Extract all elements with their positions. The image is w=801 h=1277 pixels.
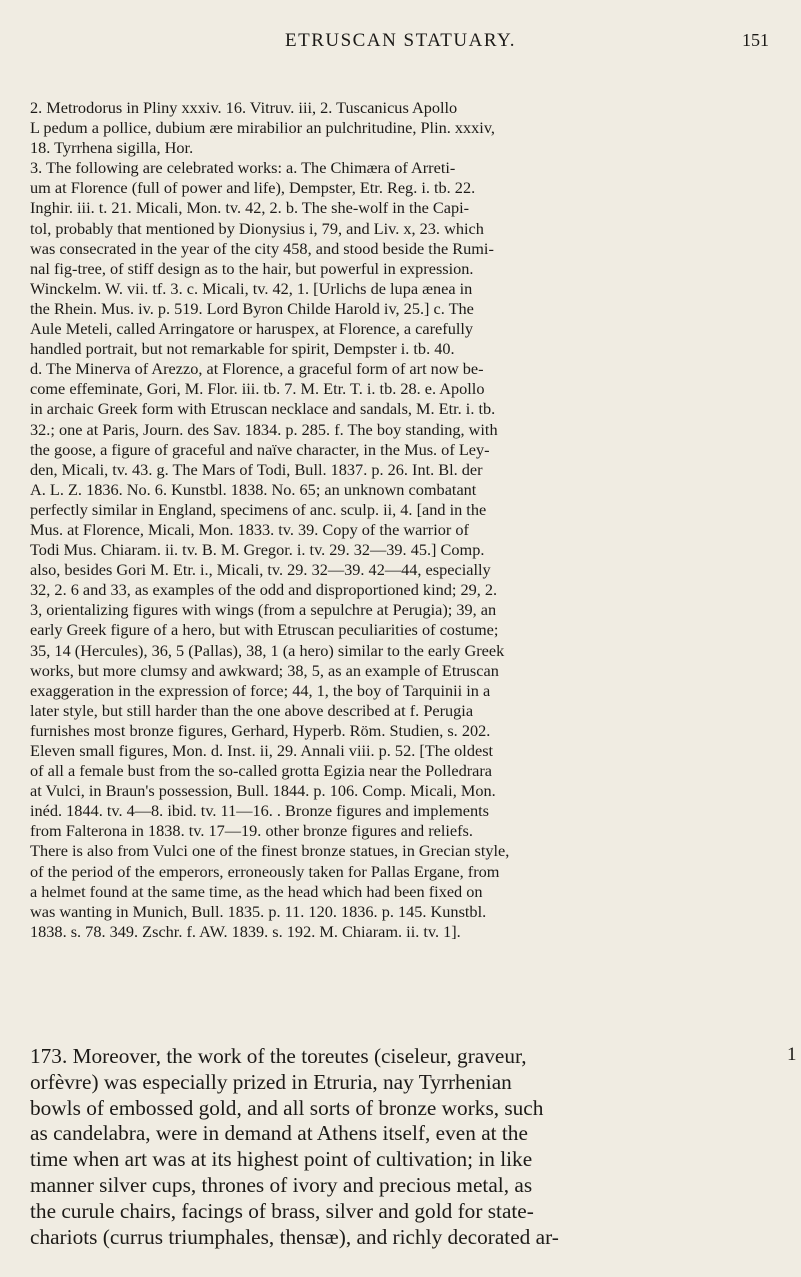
note-line <box>30 942 774 962</box>
note-line: den, Micali, tv. 43. g. The Mars of Todi, Bull. 1837. p. 26. Int. Bl. der <box>30 459 483 479</box>
note-line: Mus. at Florence, Micali, Mon. 1833. tv. 39. Copy of the warrior of <box>30 519 469 539</box>
note-line: 1838. s. 78. 349. Zschr. f. AW. 1839. s. 192. M. Chiaram. ii. tv. 1]. <box>30 921 461 941</box>
body-line: 173. Moreover, the work of the toreutes (ciseleur, graveur, <box>30 1044 527 1068</box>
note-line: There is also from Vulci one of the finest bronze statues, in Grecian style, <box>30 841 510 861</box>
note-line: later style, but still harder than the one above described at f. Perugia <box>30 700 474 720</box>
note-line: nal fig-tree, of stiff design as to the hair, but powerful in expression. <box>30 258 474 278</box>
note-line: Inghir. iii. t. 21. Micali, Mon. tv. 42, 2. b. The she-wolf in the Capi- <box>30 198 470 218</box>
note-line: also, besides Gori M. Etr. i., Micali, tv. 29. 32—39. 42—44, especially <box>30 560 491 580</box>
body-line: orfèvre) was especially prized in Etruria, nay Tyrrhenian <box>30 1069 512 1094</box>
body-line: the curule chairs, facings of brass, silver and gold for state- <box>30 1198 534 1223</box>
note-line: 18. Tyrrhena sigilla, Hor. <box>30 138 194 158</box>
note-line: 2. Metrodorus in Pliny xxxiv. 16. Vitruv. iii, 2. Tuscanicus Apollo <box>30 98 458 117</box>
note-line: in archaic Greek form with Etruscan necklace and sandals, M. Etr. i. tb. <box>30 399 496 419</box>
body-line: manner silver cups, thrones of ivory and precious metal, as <box>30 1172 533 1197</box>
section-173-paragraph <box>30 1044 792 1250</box>
note-line: was wanting in Munich, Bull. 1835. p. 11. 120. 1836. p. 145. Kunstbl. <box>30 901 487 921</box>
running-title: ETRUSCAN STATUARY. <box>285 30 516 51</box>
margin-footnote-marker: 1 <box>787 1044 797 1065</box>
page-number: 151 <box>742 30 769 50</box>
note-line: tol, probably that mentioned by Dionysius i, 79, and Liv. x, 23. which <box>30 218 484 238</box>
note-line: 35, 14 (Hercules), 36, 5 (Pallas), 38, 1 (a hero) similar to the early Greek <box>30 640 505 660</box>
body-line: time when art was at its highest point of cultivation; in like <box>30 1147 533 1172</box>
note-line: come effeminate, Gori, M. Flor. iii. tb. 7. M. Etr. T. i. tb. 28. e. Apollo <box>30 379 485 399</box>
note-line: from Falterona in 1838. tv. 17—19. other bronze figures and reliefs. <box>30 821 473 841</box>
note-line: was consecrated in the year of the city 458, and stood beside the Rumi- <box>30 238 494 258</box>
note-line: Winckelm. W. vii. tf. 3. c. Micali, tv. 42, 1. [Urlichs de lupa ænea in <box>30 278 473 298</box>
note-line: at Vulci, in Braun's possession, Bull. 1844. p. 106. Comp. Micali, Mon. <box>30 781 496 801</box>
note-line: a helmet found at the same time, as the head which had been fixed on <box>30 881 483 901</box>
note-line: handled portrait, but not remarkable for spirit, Dempster i. tb. 40. <box>30 339 455 359</box>
note-line: early Greek figure of a hero, but with Etruscan peculiarities of costume; <box>30 620 499 640</box>
note-line: of the period of the emperors, erroneously taken for Pallas Ergane, from <box>30 861 500 881</box>
note-line: works, but more clumsy and awkward; 38, 5, as an example of Etruscan <box>30 660 499 680</box>
note-line: Eleven small figures, Mon. d. Inst. ii, 29. Annali viii. p. 52. [The oldest <box>30 741 494 760</box>
note-line: L pedum a pollice, dubium ære mirabilior an pulchritudine, Plin. xxxiv, <box>30 118 495 138</box>
note-line: Todi Mus. Chiaram. ii. tv. B. M. Gregor. i. tv. 29. 32—39. 45.] Comp. <box>30 540 485 560</box>
note-line: exaggeration in the expression of force; 44, 1, the boy of Tarquinii in a <box>30 680 491 700</box>
note-line: the goose, a figure of graceful and naïve character, in the Mus. of Ley- <box>30 439 490 459</box>
body-line: chariots (currus triumphales, thensæ), and richly decorated ar- <box>30 1224 559 1249</box>
note-line: furnishes most bronze figures, Gerhard, Hyperb. Röm. Studien, s. 202. <box>30 720 491 740</box>
note-line: A. L. Z. 1836. No. 6. Kunstbl. 1838. No. 65; an unknown combatant <box>30 479 477 499</box>
note-line: inéd. 1844. tv. 4—8. ibid. tv. 11—16. . Bronze figures and implements <box>30 801 489 821</box>
note-line: 3, orientalizing figures with wings (from a sepulchre at Perugia); 39, an <box>30 600 497 620</box>
footnotes-block <box>30 98 774 962</box>
note-line: um at Florence (full of power and life), Dempster, Etr. Reg. i. tb. 22. <box>30 178 476 198</box>
body-line: as candelabra, were in demand at Athens itself, even at the <box>30 1121 528 1146</box>
note-line: of all a female bust from the so-called grotta Egizia near the Polledrara <box>30 761 493 781</box>
note-line: 3. The following are celebrated works: a. The Chimæra of Arreti- <box>30 158 456 178</box>
note-line: 32, 2. 6 and 33, as examples of the odd and disproportioned kind; 29, 2. <box>30 580 498 600</box>
note-line: the Rhein. Mus. iv. p. 519. Lord Byron Childe Harold iv, 25.] c. The <box>30 298 474 318</box>
note-line: Aule Meteli, called Arringatore or haruspex, at Florence, a carefully <box>30 319 474 339</box>
body-line: bowls of embossed gold, and all sorts of bronze works, such <box>30 1095 544 1120</box>
note-line: 32.; one at Paris, Journ. des Sav. 1834. p. 285. f. The boy standing, with <box>30 419 498 439</box>
note-line: perfectly similar in England, specimens of anc. sculp. ii, 4. [and in the <box>30 499 487 519</box>
note-line: d. The Minerva of Arezzo, at Florence, a graceful form of art now be- <box>30 359 484 379</box>
running-head <box>0 30 801 56</box>
